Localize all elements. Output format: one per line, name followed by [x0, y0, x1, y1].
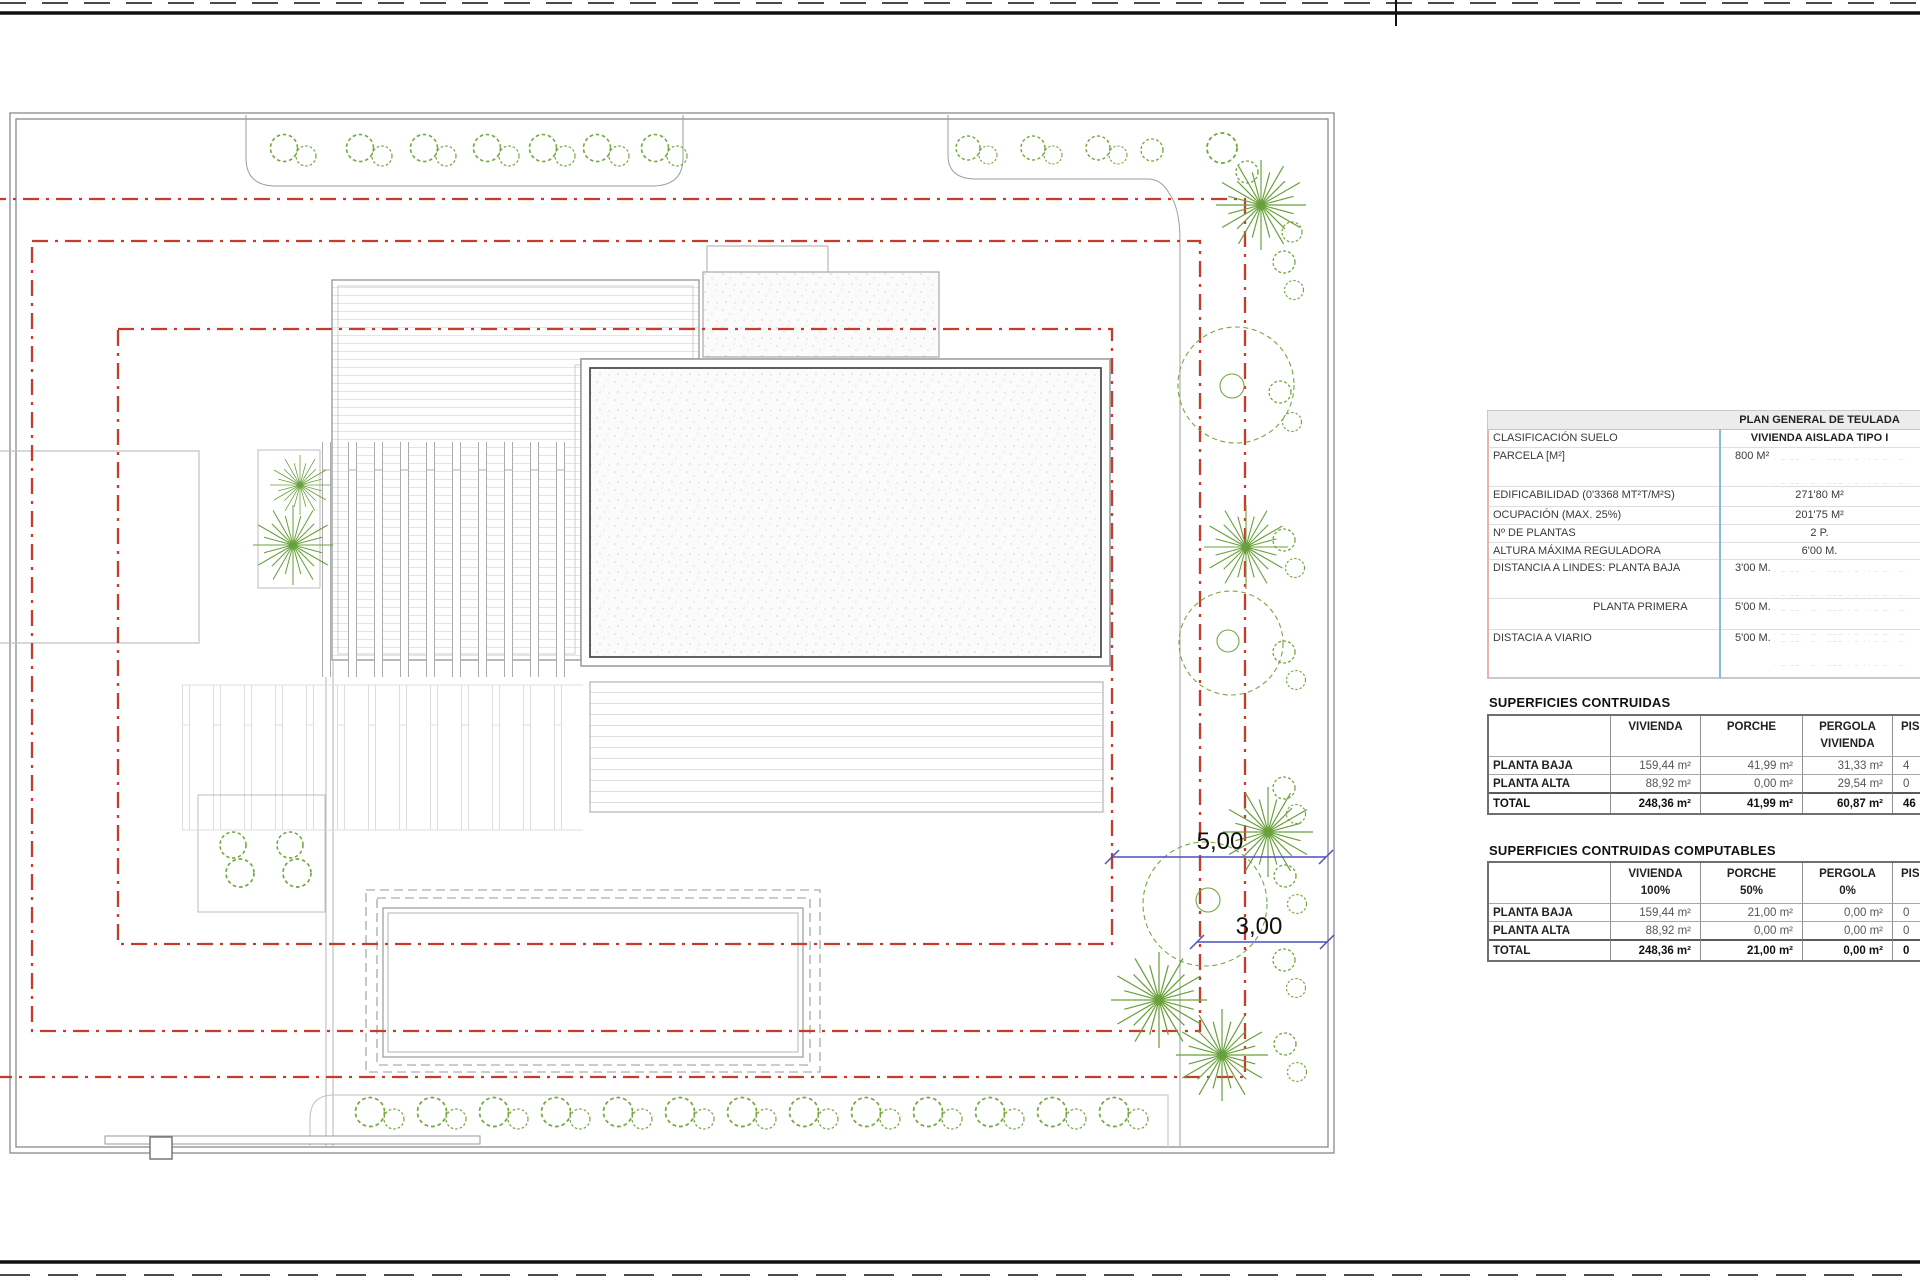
cell: 46 [1892, 792, 1920, 813]
palm-planter [258, 450, 320, 588]
cell: 88,92 m² [1610, 921, 1700, 939]
row-label: DISTANCIA A LINDES: PLANTA BAJA [1493, 562, 1681, 574]
table-left-accent [1487, 429, 1489, 678]
table-row [1488, 630, 1920, 678]
cell: 248,36 m² [1610, 939, 1700, 960]
row-value: 5'00 M. · – –– · – · ––– · – ·· – – · – · · – –– · – · ––– · – ·· – – · – · [1735, 601, 1912, 638]
stair-roof [707, 246, 828, 273]
pool [366, 890, 820, 1072]
palm-tree-icon [1216, 160, 1306, 250]
computables-title: SUPERFICIES CONTRUIDAS COMPUTABLES [1489, 843, 1776, 858]
cell: 0,00 m² [1700, 774, 1802, 792]
palm-tree-icon [1111, 952, 1207, 1048]
cell: 0,00 m² [1700, 921, 1802, 939]
terrace-deck [590, 682, 1103, 812]
col-header: PIS [1892, 716, 1920, 756]
table-title: PLAN GENERAL DE TEULADA [1739, 414, 1900, 426]
row-value: 5'00 M. · – –– · – · ––– · – ·· – – · – · · – –– · – · ––– · – ·· – – · – · [1735, 632, 1912, 669]
row-label: EDIFICABILIDAD (0'3368 MT²T/M²S) [1493, 489, 1675, 501]
cell: 31,33 m² [1802, 756, 1892, 774]
col-header: VIVIENDA [1610, 716, 1700, 756]
table-row [1488, 560, 1920, 599]
palm-tree-icon [270, 455, 330, 515]
tree-canopy [1143, 327, 1294, 966]
planter-top-left [246, 115, 683, 186]
dimension-5m [1105, 828, 1333, 864]
table-row [1488, 430, 1920, 448]
cell: 159,44 m² [1610, 903, 1700, 921]
cell: 4 [1892, 756, 1920, 774]
row-label: ALTURA MÁXIMA REGULADORA [1493, 545, 1661, 557]
general-plan-table [1487, 410, 1920, 679]
row-value: 800 M² · – –– · – · ––– · – ·· – – · – · · – –– · – · ––– · – ·· – – · – · [1735, 450, 1912, 487]
cell: 0,00 m² [1802, 939, 1892, 960]
cell: 0 [1892, 939, 1920, 960]
computables-table [1487, 861, 1920, 962]
pergola-slats [322, 442, 568, 677]
col-header: PIS [1892, 863, 1920, 903]
upper-roof-annex [703, 272, 939, 357]
cell: 0,00 m² [1802, 921, 1892, 939]
row-label: PLANTA BAJA [1489, 903, 1610, 921]
row-value: 201'75 M² [1795, 509, 1844, 521]
row-label: Nº DE PLANTAS [1493, 527, 1576, 539]
palm-tree-icon [253, 505, 333, 585]
row-label: PARCELA [M²] [1493, 450, 1565, 462]
cell: 0,00 m² [1802, 903, 1892, 921]
table-row [1488, 507, 1920, 525]
row-label: PLANTA ALTA [1489, 921, 1610, 939]
cell: 41,99 m² [1700, 792, 1802, 813]
left-outbuilding [0, 451, 199, 643]
palm-tree-icon [1204, 505, 1288, 589]
table-header [1488, 411, 1920, 430]
row-label: TOTAL [1489, 792, 1610, 813]
cell: 159,44 m² [1610, 756, 1700, 774]
row-label: CLASIFICACIÓN SUELO [1493, 432, 1618, 444]
row-label: OCUPACIÓN (MAX. 25%) [1493, 509, 1622, 521]
superficies-table [1487, 714, 1920, 815]
pergola-lower [182, 685, 583, 830]
superficies-title: SUPERFICIES CONTRUIDAS [1489, 695, 1671, 710]
dimension-label: 5,00 [1196, 828, 1244, 855]
col-header: PORCHE [1700, 716, 1802, 756]
main-upper-roof [581, 359, 1110, 666]
cell: 248,36 m² [1610, 792, 1700, 813]
row-label: PLANTA PRIMERA [1593, 601, 1688, 613]
dimension-label: 3,00 [1235, 913, 1283, 940]
row-label: DISTACIA A VIARIO [1493, 632, 1592, 644]
cell: 21,00 m² [1700, 903, 1802, 921]
cell: 0 [1892, 774, 1920, 792]
row-label: PLANTA BAJA [1489, 756, 1610, 774]
cell: 0 [1892, 903, 1920, 921]
col-header: PORCHE 50% [1700, 863, 1802, 903]
cell: 60,87 m² [1802, 792, 1892, 813]
cell: 29,54 m² [1802, 774, 1892, 792]
row-value: VIVIENDA AISLADA TIPO I [1750, 432, 1889, 444]
row-value: 6'00 M. [1801, 545, 1838, 557]
table-row [1488, 448, 1920, 487]
row-label: TOTAL [1489, 939, 1610, 960]
row-value: 2 P. [1810, 527, 1829, 539]
row-label: PLANTA ALTA [1489, 774, 1610, 792]
row-value: 3'00 M. · – –– · – · ––– · – ·· – – · – · · – –– · – · ––– · – ·· – – · – · [1735, 562, 1912, 599]
cell: 41,99 m² [1700, 756, 1802, 774]
col-header: VIVIENDA 100% [1610, 863, 1700, 903]
table-row [1488, 543, 1920, 560]
table-row [1488, 487, 1920, 507]
cell: 88,92 m² [1610, 774, 1700, 792]
cell: 0 [1892, 921, 1920, 939]
cell: 21,00 m² [1700, 939, 1802, 960]
col-header: PERGOLA 0% [1802, 863, 1892, 903]
row-value: 271'80 M² [1795, 489, 1844, 501]
table-row [1488, 525, 1920, 543]
col-header: PERGOLA VIVIENDA [1802, 716, 1892, 756]
palm-tree-icon [1176, 1009, 1268, 1101]
dimension-3m [1190, 913, 1334, 949]
